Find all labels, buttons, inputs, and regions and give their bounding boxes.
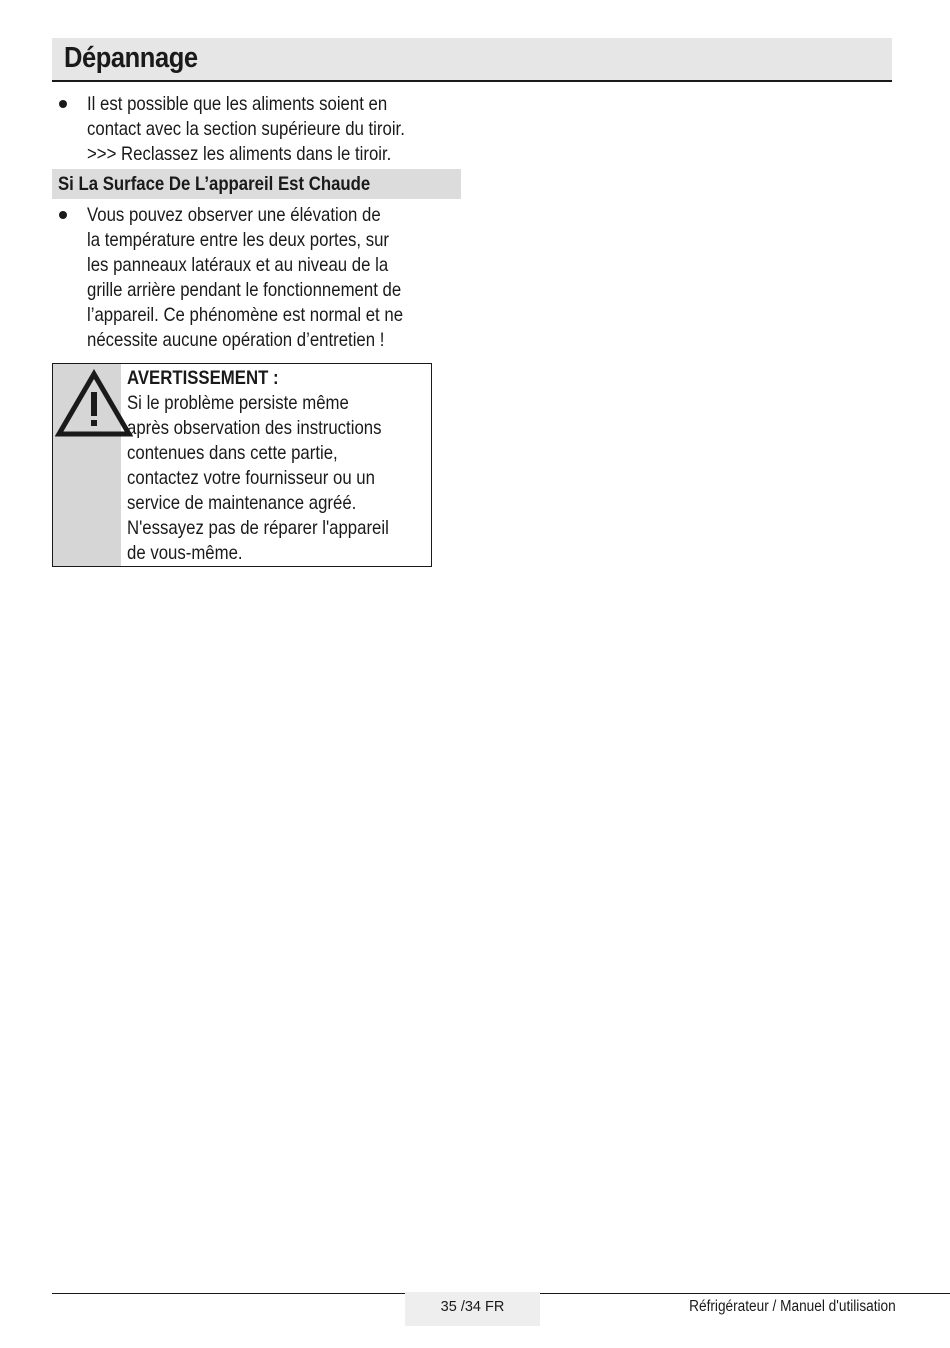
warning-line: contenues dans cette partie,: [126, 442, 338, 464]
bullet-item-surface-hot: [52, 203, 462, 353]
bullet-item-drawer: [52, 92, 462, 167]
warning-box: [52, 363, 432, 567]
bullet-line: Vous pouvez observer une élévation de: [87, 204, 381, 226]
bullet-line: la température entre les deux portes, sur: [87, 229, 390, 251]
warning-line: après observation des instructions: [126, 417, 382, 439]
page-number: 35 /34 FR: [440, 1299, 505, 1315]
warning-line: contactez votre fournisseur ou un: [126, 467, 375, 489]
bullet-line: grille arrière pendant le fonctionnement de: [87, 279, 402, 301]
footer-doc-title: Réfrigérateur / Manuel d'utilisation: [689, 1298, 896, 1315]
warning-text: [121, 364, 431, 566]
content-column: [52, 92, 462, 567]
bullet-icon: [59, 211, 67, 219]
bullet-line: Il est possible que les aliments soient en: [87, 93, 388, 115]
bullet-line: nécessite aucune opération d’entretien !: [87, 329, 385, 351]
section-heading: [52, 169, 461, 199]
warning-heading: AVERTISSEMENT :: [126, 367, 279, 389]
warning-line: Si le problème persiste même: [126, 392, 349, 414]
warning-line: service de maintenance agréé.: [126, 492, 356, 514]
bullet-line: >>> Reclassez les aliments dans le tiroir.: [87, 143, 392, 165]
bullet-line: contact avec la section supérieure du tiroir.: [87, 118, 405, 140]
bullet-line: l’appareil. Ce phénomène est normal et ne: [87, 304, 404, 326]
page-number-box: [405, 1292, 540, 1326]
page-title: Dépannage: [64, 42, 198, 74]
bullet-icon: [59, 100, 67, 108]
warning-line: de vous-même.: [126, 542, 243, 564]
section-heading-text: Si La Surface De L’appareil Est Chaude: [58, 173, 371, 195]
bullet-line: les panneaux latéraux et au niveau de la: [87, 254, 389, 276]
page-header: [52, 38, 892, 82]
warning-icon-cell: [53, 364, 121, 566]
warning-line: N'essayez pas de réparer l'appareil: [126, 517, 389, 539]
